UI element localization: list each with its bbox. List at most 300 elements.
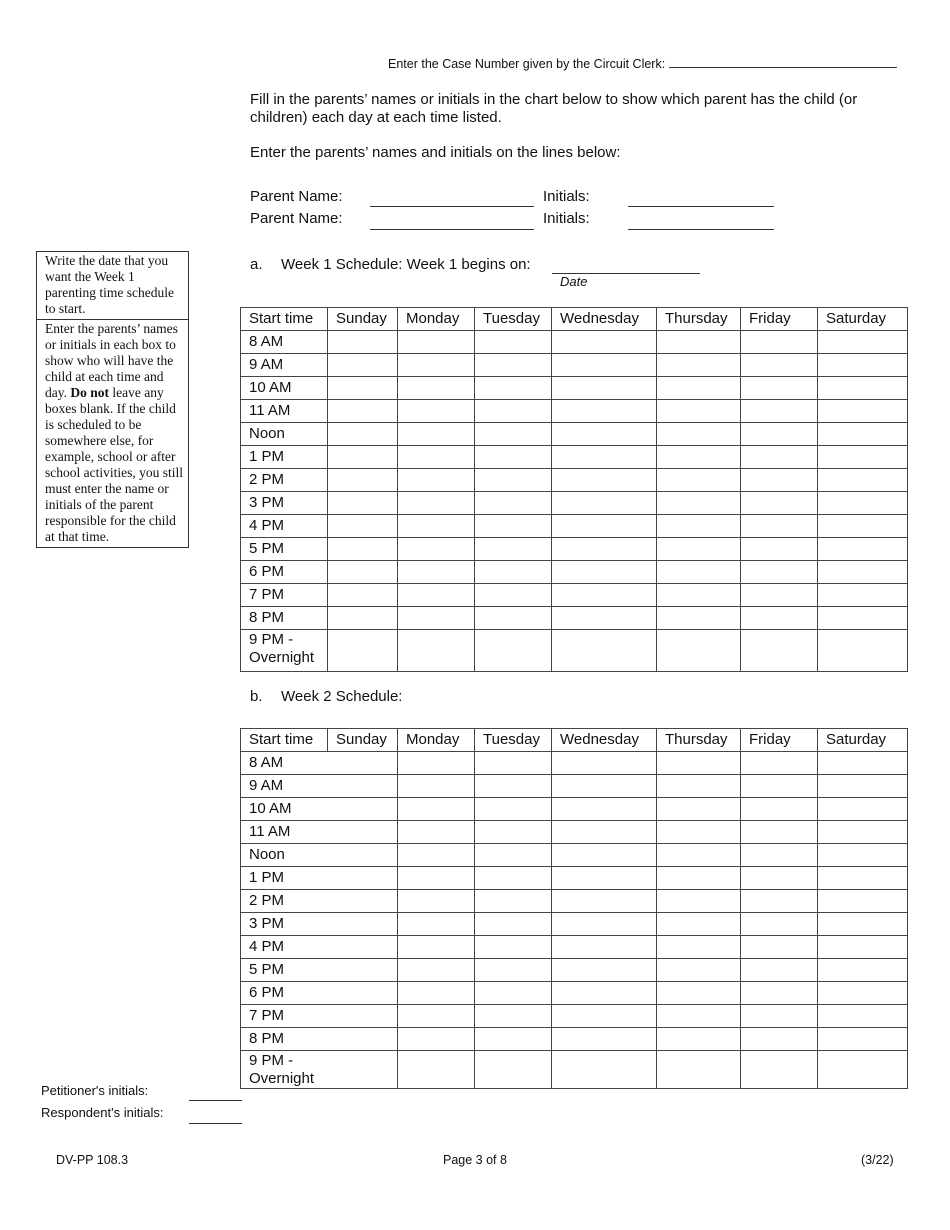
week2-cell-monday[interactable] bbox=[398, 1005, 475, 1028]
week1-cell-saturday[interactable] bbox=[818, 446, 908, 469]
week1-col-header-tuesday: Tuesday bbox=[475, 308, 552, 331]
week2-cell-sunday[interactable] bbox=[328, 890, 398, 913]
table-row bbox=[241, 377, 908, 400]
table-row bbox=[241, 354, 908, 377]
week1-time-7-pm: 7 PM bbox=[241, 584, 328, 607]
week2-cell-thursday[interactable] bbox=[657, 1051, 741, 1089]
respondent-initials-field[interactable] bbox=[189, 1122, 242, 1124]
week2-cell-wednesday[interactable] bbox=[552, 775, 657, 798]
week2-cell-saturday[interactable] bbox=[818, 890, 908, 913]
week1-cell-monday[interactable] bbox=[398, 400, 475, 423]
week1-time-2-pm: 2 PM bbox=[241, 469, 328, 492]
week2-cell-sunday[interactable] bbox=[328, 844, 398, 867]
week2-cell-friday[interactable] bbox=[741, 844, 818, 867]
week2-cell-saturday[interactable] bbox=[818, 775, 908, 798]
week1-cell-monday[interactable] bbox=[398, 377, 475, 400]
table-row bbox=[241, 775, 908, 798]
week1-cell-saturday[interactable] bbox=[818, 331, 908, 354]
week1-cell-thursday[interactable] bbox=[657, 469, 741, 492]
week1-cell-tuesday[interactable] bbox=[475, 584, 552, 607]
sidebar-fill-text-1: Enter the parents’ names or initials in each box to show who will have the child at each time and day. bbox=[45, 321, 178, 400]
week1-cell-friday[interactable] bbox=[741, 423, 818, 446]
week2-cell-friday[interactable] bbox=[741, 982, 818, 1005]
week1-cell-monday[interactable] bbox=[398, 423, 475, 446]
week2-col-header-start-time: Start time bbox=[241, 729, 328, 752]
week1-heading bbox=[250, 256, 531, 273]
week2-cell-sunday[interactable] bbox=[328, 867, 398, 890]
petitioner-initials-label: Petitioner's initials: bbox=[41, 1083, 149, 1098]
week2-cell-saturday[interactable] bbox=[818, 1051, 908, 1089]
initials-field-1[interactable] bbox=[628, 205, 774, 207]
week2-cell-friday[interactable] bbox=[741, 959, 818, 982]
week2-cell-friday[interactable] bbox=[741, 775, 818, 798]
week2-cell-wednesday[interactable] bbox=[552, 890, 657, 913]
table-row bbox=[241, 607, 908, 630]
week1-cell-sunday[interactable] bbox=[328, 400, 398, 423]
week1-cell-thursday[interactable] bbox=[657, 607, 741, 630]
week1-letter: a. bbox=[250, 256, 263, 273]
table-row bbox=[241, 446, 908, 469]
week2-cell-thursday[interactable] bbox=[657, 775, 741, 798]
week2-cell-monday[interactable] bbox=[398, 982, 475, 1005]
week2-cell-thursday[interactable] bbox=[657, 913, 741, 936]
overnight-label-line2: Overnight bbox=[249, 649, 315, 666]
week2-cell-saturday[interactable] bbox=[818, 982, 908, 1005]
week1-col-header-monday: Monday bbox=[398, 308, 475, 331]
week2-col-header-thursday: Thursday bbox=[657, 729, 741, 752]
week1-cell-monday[interactable] bbox=[398, 331, 475, 354]
lines-prompt: Enter the parents’ names and initials on the lines below: bbox=[250, 144, 621, 161]
week2-time-2-pm: 2 PM bbox=[241, 890, 328, 913]
overnight-label-line2: Overnight bbox=[249, 1070, 315, 1087]
week1-cell-sunday[interactable] bbox=[328, 423, 398, 446]
week1-cell-tuesday[interactable] bbox=[475, 354, 552, 377]
week1-time-overnight bbox=[241, 630, 328, 672]
week1-cell-thursday[interactable] bbox=[657, 331, 741, 354]
table-row bbox=[241, 936, 908, 959]
week2-cell-tuesday[interactable] bbox=[475, 844, 552, 867]
overnight-label-line1: 9 PM - bbox=[249, 631, 294, 648]
week1-cell-sunday[interactable] bbox=[328, 377, 398, 400]
week2-cell-wednesday[interactable] bbox=[552, 867, 657, 890]
table-row bbox=[241, 798, 908, 821]
case-number-label: Enter the Case Number given by the Circuit Clerk: bbox=[388, 57, 666, 71]
week1-cell-tuesday[interactable] bbox=[475, 423, 552, 446]
initials-label-2: Initials: bbox=[543, 210, 590, 227]
week1-cell-monday[interactable] bbox=[398, 538, 475, 561]
form-id: DV-PP 108.3 bbox=[56, 1153, 129, 1167]
week2-cell-monday[interactable] bbox=[398, 890, 475, 913]
week2-cell-saturday[interactable] bbox=[818, 959, 908, 982]
week1-cell-saturday[interactable] bbox=[818, 538, 908, 561]
table-row bbox=[241, 844, 908, 867]
respondent-initials-label: Respondent's initials: bbox=[41, 1105, 164, 1120]
week2-cell-tuesday[interactable] bbox=[475, 775, 552, 798]
parent-name-field-1[interactable] bbox=[370, 205, 534, 207]
week2-cell-sunday[interactable] bbox=[328, 936, 398, 959]
week2-cell-tuesday[interactable] bbox=[475, 890, 552, 913]
week1-cell-friday[interactable] bbox=[741, 469, 818, 492]
table-row bbox=[241, 821, 908, 844]
week1-cell-wednesday[interactable] bbox=[552, 492, 657, 515]
week1-cell-sunday[interactable] bbox=[328, 492, 398, 515]
week1-cell-tuesday[interactable] bbox=[475, 538, 552, 561]
week2-cell-sunday[interactable] bbox=[328, 1028, 398, 1051]
week2-cell-friday[interactable] bbox=[741, 936, 818, 959]
week2-cell-tuesday[interactable] bbox=[475, 1051, 552, 1089]
week2-cell-thursday[interactable] bbox=[657, 936, 741, 959]
week1-col-header-sunday: Sunday bbox=[328, 308, 398, 331]
table-row bbox=[241, 982, 908, 1005]
week2-cell-tuesday[interactable] bbox=[475, 1005, 552, 1028]
week1-cell-monday[interactable] bbox=[398, 630, 475, 672]
week1-cell-saturday[interactable] bbox=[818, 515, 908, 538]
week2-time-10-am: 10 AM bbox=[241, 798, 328, 821]
week1-cell-saturday[interactable] bbox=[818, 607, 908, 630]
week2-cell-sunday[interactable] bbox=[328, 775, 398, 798]
week2-cell-saturday[interactable] bbox=[818, 1028, 908, 1051]
instruction-sidebar bbox=[36, 251, 189, 548]
week1-cell-wednesday[interactable] bbox=[552, 584, 657, 607]
week1-cell-monday[interactable] bbox=[398, 561, 475, 584]
week1-cell-monday[interactable] bbox=[398, 354, 475, 377]
initials-label-1: Initials: bbox=[543, 188, 590, 205]
week2-cell-tuesday[interactable] bbox=[475, 1028, 552, 1051]
week1-time-5-pm: 5 PM bbox=[241, 538, 328, 561]
table-row bbox=[241, 492, 908, 515]
week2-cell-saturday[interactable] bbox=[818, 867, 908, 890]
week1-cell-friday[interactable] bbox=[741, 607, 818, 630]
week2-cell-saturday[interactable] bbox=[818, 936, 908, 959]
table-row bbox=[241, 630, 908, 672]
table-row bbox=[241, 331, 908, 354]
week2-cell-saturday[interactable] bbox=[818, 752, 908, 775]
week2-col-header-friday: Friday bbox=[741, 729, 818, 752]
week1-cell-monday[interactable] bbox=[398, 584, 475, 607]
week1-cell-saturday[interactable] bbox=[818, 377, 908, 400]
week1-cell-tuesday[interactable] bbox=[475, 630, 552, 672]
week1-cell-wednesday[interactable] bbox=[552, 354, 657, 377]
week1-col-header-saturday: Saturday bbox=[818, 308, 908, 331]
week2-cell-wednesday[interactable] bbox=[552, 821, 657, 844]
week1-cell-thursday[interactable] bbox=[657, 354, 741, 377]
week1-cell-tuesday[interactable] bbox=[475, 469, 552, 492]
week2-col-header-monday: Monday bbox=[398, 729, 475, 752]
week2-time-4-pm: 4 PM bbox=[241, 936, 328, 959]
week2-cell-friday[interactable] bbox=[741, 890, 818, 913]
week2-col-header-saturday: Saturday bbox=[818, 729, 908, 752]
case-number-field[interactable] bbox=[669, 55, 897, 68]
week1-cell-monday[interactable] bbox=[398, 446, 475, 469]
week1-cell-sunday[interactable] bbox=[328, 538, 398, 561]
week1-cell-saturday[interactable] bbox=[818, 584, 908, 607]
week1-col-header-friday: Friday bbox=[741, 308, 818, 331]
week1-cell-thursday[interactable] bbox=[657, 400, 741, 423]
week1-cell-friday[interactable] bbox=[741, 492, 818, 515]
week2-cell-tuesday[interactable] bbox=[475, 936, 552, 959]
week2-cell-saturday[interactable] bbox=[818, 798, 908, 821]
week2-cell-wednesday[interactable] bbox=[552, 752, 657, 775]
week2-col-header-tuesday: Tuesday bbox=[475, 729, 552, 752]
week1-cell-saturday[interactable] bbox=[818, 630, 908, 672]
week2-heading bbox=[250, 688, 402, 705]
sidebar-fill-emphasis: Do not bbox=[70, 385, 110, 400]
week2-cell-tuesday[interactable] bbox=[475, 821, 552, 844]
week1-cell-friday[interactable] bbox=[741, 331, 818, 354]
week2-cell-monday[interactable] bbox=[398, 798, 475, 821]
week2-cell-wednesday[interactable] bbox=[552, 844, 657, 867]
week1-time-4-pm: 4 PM bbox=[241, 515, 328, 538]
week1-cell-thursday[interactable] bbox=[657, 492, 741, 515]
week1-time-8-pm: 8 PM bbox=[241, 607, 328, 630]
week1-time-3-pm: 3 PM bbox=[241, 492, 328, 515]
week1-cell-sunday[interactable] bbox=[328, 469, 398, 492]
week1-cell-wednesday[interactable] bbox=[552, 561, 657, 584]
week2-cell-tuesday[interactable] bbox=[475, 913, 552, 936]
table-row bbox=[241, 890, 908, 913]
week2-cell-wednesday[interactable] bbox=[552, 913, 657, 936]
week2-cell-monday[interactable] bbox=[398, 775, 475, 798]
week1-cell-sunday[interactable] bbox=[328, 561, 398, 584]
week1-cell-wednesday[interactable] bbox=[552, 400, 657, 423]
week2-cell-wednesday[interactable] bbox=[552, 1051, 657, 1089]
week1-cell-wednesday[interactable] bbox=[552, 469, 657, 492]
week2-cell-monday[interactable] bbox=[398, 959, 475, 982]
week1-cell-friday[interactable] bbox=[741, 515, 818, 538]
week2-cell-thursday[interactable] bbox=[657, 959, 741, 982]
week1-title: Week 1 Schedule: Week 1 begins on: bbox=[281, 256, 531, 273]
week1-cell-wednesday[interactable] bbox=[552, 423, 657, 446]
week2-time-8-am: 8 AM bbox=[241, 752, 328, 775]
week1-cell-tuesday[interactable] bbox=[475, 515, 552, 538]
week1-cell-tuesday[interactable] bbox=[475, 400, 552, 423]
week2-cell-saturday[interactable] bbox=[818, 844, 908, 867]
week2-time-5-pm: 5 PM bbox=[241, 959, 328, 982]
week2-cell-friday[interactable] bbox=[741, 1028, 818, 1051]
week1-cell-thursday[interactable] bbox=[657, 630, 741, 672]
week1-cell-wednesday[interactable] bbox=[552, 377, 657, 400]
week2-time-6-pm: 6 PM bbox=[241, 982, 328, 1005]
week2-cell-saturday[interactable] bbox=[818, 821, 908, 844]
week2-cell-monday[interactable] bbox=[398, 1028, 475, 1051]
week1-cell-saturday[interactable] bbox=[818, 469, 908, 492]
parent-name-field-2[interactable] bbox=[370, 228, 534, 230]
week1-col-header-start-time: Start time bbox=[241, 308, 328, 331]
week2-time-9-am: 9 AM bbox=[241, 775, 328, 798]
week1-time-6-pm: 6 PM bbox=[241, 561, 328, 584]
week2-cell-monday[interactable] bbox=[398, 752, 475, 775]
week1-cell-friday[interactable] bbox=[741, 446, 818, 469]
week2-cell-tuesday[interactable] bbox=[475, 982, 552, 1005]
sidebar-fill-note bbox=[37, 319, 188, 547]
table-row bbox=[241, 584, 908, 607]
sidebar-fill-text-2: leave any boxes blank. If the child is scheduled to be somewhere else, for example, school or after school activities, you still must enter the name or initials of the parent responsible for the child at that time. bbox=[45, 385, 183, 544]
week2-cell-friday[interactable] bbox=[741, 1051, 818, 1089]
week2-cell-sunday[interactable] bbox=[328, 1051, 398, 1089]
week1-cell-sunday[interactable] bbox=[328, 607, 398, 630]
table-row bbox=[241, 913, 908, 936]
week2-cell-thursday[interactable] bbox=[657, 1005, 741, 1028]
week2-cell-tuesday[interactable] bbox=[475, 752, 552, 775]
table-row bbox=[241, 1051, 908, 1089]
week1-col-header-wednesday: Wednesday bbox=[552, 308, 657, 331]
week2-cell-friday[interactable] bbox=[741, 867, 818, 890]
week1-cell-sunday[interactable] bbox=[328, 354, 398, 377]
week2-cell-wednesday[interactable] bbox=[552, 798, 657, 821]
week1-cell-sunday[interactable] bbox=[328, 446, 398, 469]
table-row bbox=[241, 959, 908, 982]
week2-cell-sunday[interactable] bbox=[328, 1005, 398, 1028]
revision-date: (3/22) bbox=[861, 1153, 894, 1167]
week2-col-header-wednesday: Wednesday bbox=[552, 729, 657, 752]
week1-cell-friday[interactable] bbox=[741, 354, 818, 377]
week2-time-noon: Noon bbox=[241, 844, 328, 867]
week2-cell-wednesday[interactable] bbox=[552, 1028, 657, 1051]
week1-cell-saturday[interactable] bbox=[818, 400, 908, 423]
week1-cell-thursday[interactable] bbox=[657, 446, 741, 469]
week2-col-header-sunday: Sunday bbox=[328, 729, 398, 752]
week1-cell-saturday[interactable] bbox=[818, 423, 908, 446]
week2-cell-monday[interactable] bbox=[398, 867, 475, 890]
week2-cell-monday[interactable] bbox=[398, 844, 475, 867]
week2-cell-wednesday[interactable] bbox=[552, 982, 657, 1005]
week2-time-8-pm: 8 PM bbox=[241, 1028, 328, 1051]
week2-cell-wednesday[interactable] bbox=[552, 1005, 657, 1028]
week1-col-header-thursday: Thursday bbox=[657, 308, 741, 331]
week1-time-9-am: 9 AM bbox=[241, 354, 328, 377]
week2-cell-sunday[interactable] bbox=[328, 982, 398, 1005]
week2-cell-sunday[interactable] bbox=[328, 913, 398, 936]
week1-cell-friday[interactable] bbox=[741, 538, 818, 561]
week1-schedule-table bbox=[240, 307, 908, 672]
week1-time-11-am: 11 AM bbox=[241, 400, 328, 423]
week1-cell-monday[interactable] bbox=[398, 469, 475, 492]
week2-cell-saturday[interactable] bbox=[818, 913, 908, 936]
table-row bbox=[241, 423, 908, 446]
week2-cell-tuesday[interactable] bbox=[475, 867, 552, 890]
week2-cell-thursday[interactable] bbox=[657, 821, 741, 844]
week2-cell-friday[interactable] bbox=[741, 1005, 818, 1028]
week2-cell-thursday[interactable] bbox=[657, 752, 741, 775]
week1-cell-saturday[interactable] bbox=[818, 561, 908, 584]
week1-cell-saturday[interactable] bbox=[818, 492, 908, 515]
week1-cell-thursday[interactable] bbox=[657, 538, 741, 561]
week2-cell-monday[interactable] bbox=[398, 936, 475, 959]
table-row bbox=[241, 1005, 908, 1028]
week1-cell-wednesday[interactable] bbox=[552, 515, 657, 538]
week2-cell-tuesday[interactable] bbox=[475, 959, 552, 982]
week1-cell-sunday[interactable] bbox=[328, 630, 398, 672]
week2-time-3-pm: 3 PM bbox=[241, 913, 328, 936]
table-row bbox=[241, 538, 908, 561]
week2-time-11-am: 11 AM bbox=[241, 821, 328, 844]
week2-time-overnight bbox=[241, 1051, 328, 1089]
week2-cell-friday[interactable] bbox=[741, 752, 818, 775]
week1-cell-wednesday[interactable] bbox=[552, 538, 657, 561]
week2-time-1-pm: 1 PM bbox=[241, 867, 328, 890]
week1-cell-friday[interactable] bbox=[741, 400, 818, 423]
petitioner-initials-field[interactable] bbox=[189, 1099, 242, 1101]
week1-cell-wednesday[interactable] bbox=[552, 630, 657, 672]
instructions-text: Fill in the parents’ names or initials in the chart below to show which parent has the child (or children) each day at each time listed. bbox=[250, 91, 858, 126]
week1-cell-friday[interactable] bbox=[741, 561, 818, 584]
week1-cell-sunday[interactable] bbox=[328, 515, 398, 538]
page-number: Page 3 of 8 bbox=[443, 1153, 507, 1167]
week2-cell-friday[interactable] bbox=[741, 821, 818, 844]
week2-cell-thursday[interactable] bbox=[657, 844, 741, 867]
week1-cell-thursday[interactable] bbox=[657, 377, 741, 400]
week2-cell-monday[interactable] bbox=[398, 1051, 475, 1089]
week1-cell-monday[interactable] bbox=[398, 515, 475, 538]
week1-cell-wednesday[interactable] bbox=[552, 331, 657, 354]
week2-cell-monday[interactable] bbox=[398, 913, 475, 936]
week2-cell-saturday[interactable] bbox=[818, 1005, 908, 1028]
table-row bbox=[241, 400, 908, 423]
week1-cell-thursday[interactable] bbox=[657, 584, 741, 607]
week1-cell-tuesday[interactable] bbox=[475, 331, 552, 354]
table-row bbox=[241, 561, 908, 584]
week1-cell-thursday[interactable] bbox=[657, 561, 741, 584]
week2-cell-thursday[interactable] bbox=[657, 890, 741, 913]
week2-cell-friday[interactable] bbox=[741, 913, 818, 936]
case-number-line bbox=[388, 55, 897, 71]
table-row bbox=[241, 867, 908, 890]
week1-cell-friday[interactable] bbox=[741, 377, 818, 400]
week2-cell-monday[interactable] bbox=[398, 821, 475, 844]
week1-cell-saturday[interactable] bbox=[818, 354, 908, 377]
week1-cell-tuesday[interactable] bbox=[475, 446, 552, 469]
week2-cell-tuesday[interactable] bbox=[475, 798, 552, 821]
week1-time-noon: Noon bbox=[241, 423, 328, 446]
week1-cell-monday[interactable] bbox=[398, 492, 475, 515]
week2-cell-sunday[interactable] bbox=[328, 798, 398, 821]
initials-field-2[interactable] bbox=[628, 228, 774, 230]
week2-letter: b. bbox=[250, 688, 263, 705]
week1-cell-thursday[interactable] bbox=[657, 423, 741, 446]
week2-cell-wednesday[interactable] bbox=[552, 959, 657, 982]
week1-cell-friday[interactable] bbox=[741, 630, 818, 672]
date-caption: Date bbox=[560, 274, 588, 289]
week1-cell-tuesday[interactable] bbox=[475, 607, 552, 630]
week2-cell-wednesday[interactable] bbox=[552, 936, 657, 959]
week2-cell-thursday[interactable] bbox=[657, 867, 741, 890]
table-row bbox=[241, 469, 908, 492]
week1-cell-wednesday[interactable] bbox=[552, 446, 657, 469]
week1-cell-sunday[interactable] bbox=[328, 331, 398, 354]
week2-cell-thursday[interactable] bbox=[657, 1028, 741, 1051]
week1-cell-friday[interactable] bbox=[741, 584, 818, 607]
week1-cell-tuesday[interactable] bbox=[475, 561, 552, 584]
week2-cell-friday[interactable] bbox=[741, 798, 818, 821]
week1-cell-tuesday[interactable] bbox=[475, 492, 552, 515]
week1-cell-sunday[interactable] bbox=[328, 584, 398, 607]
week1-cell-thursday[interactable] bbox=[657, 515, 741, 538]
parent-name-label-2: Parent Name: bbox=[250, 210, 343, 227]
week2-cell-thursday[interactable] bbox=[657, 982, 741, 1005]
week2-time-7-pm: 7 PM bbox=[241, 1005, 328, 1028]
week1-cell-monday[interactable] bbox=[398, 607, 475, 630]
week2-cell-thursday[interactable] bbox=[657, 798, 741, 821]
week2-title: Week 2 Schedule: bbox=[281, 688, 403, 705]
week1-cell-wednesday[interactable] bbox=[552, 607, 657, 630]
overnight-label-line1: 9 PM - bbox=[249, 1052, 294, 1069]
week1-cell-tuesday[interactable] bbox=[475, 377, 552, 400]
table-row bbox=[241, 1028, 908, 1051]
week2-cell-sunday[interactable] bbox=[328, 752, 398, 775]
week1-time-10-am: 10 AM bbox=[241, 377, 328, 400]
week2-cell-sunday[interactable] bbox=[328, 959, 398, 982]
week2-cell-sunday[interactable] bbox=[328, 821, 398, 844]
